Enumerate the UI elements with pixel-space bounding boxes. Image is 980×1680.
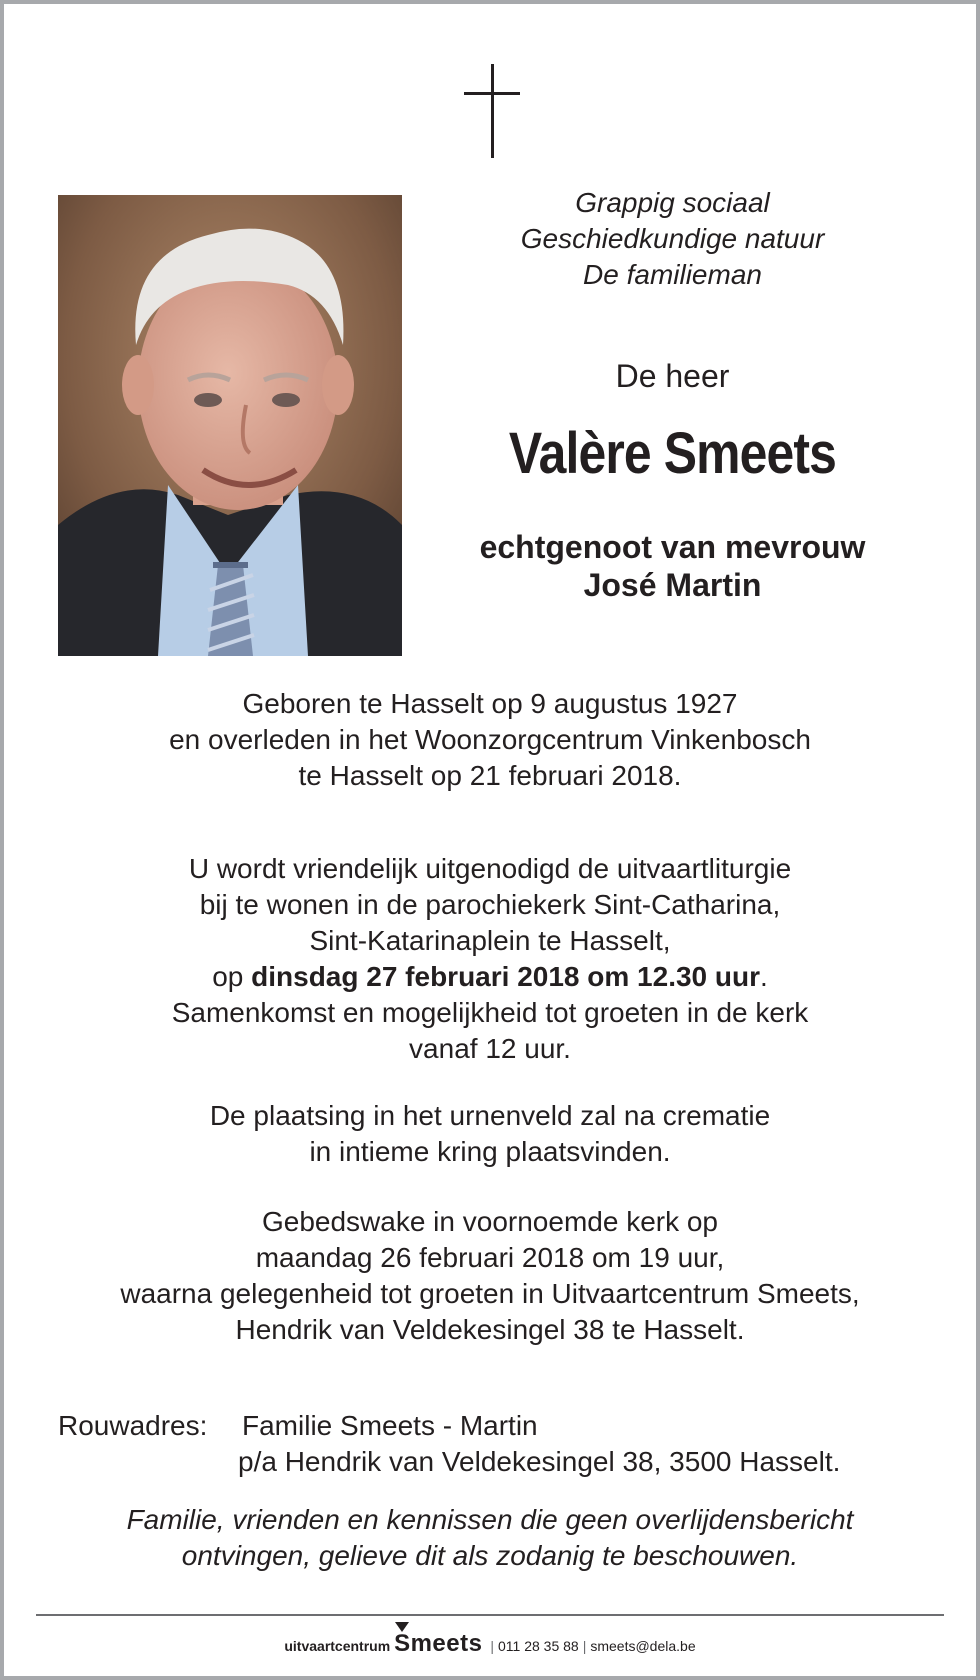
footer-company: uitvaartcentrum bbox=[284, 1638, 391, 1654]
text-line: en overleden in het Woonzorgcentrum Vinkenbosch bbox=[169, 724, 811, 755]
text-line: U wordt vriendelijk uitgenodigd de uitvaartliturgie bbox=[188, 853, 792, 884]
date-suffix: . bbox=[760, 961, 768, 992]
footer-email[interactable]: smeets@dela.be bbox=[590, 1638, 696, 1654]
footer-separator: | bbox=[582, 1638, 587, 1654]
honorific: De heer bbox=[615, 358, 730, 394]
text-line: Geboren te Hasselt op 9 augustus 1927 bbox=[242, 688, 738, 719]
portrait-photo bbox=[58, 195, 402, 656]
notice-paragraph bbox=[40, 1502, 940, 1574]
text-line: vanaf 12 uur. bbox=[409, 1033, 571, 1064]
birth-death-paragraph bbox=[40, 686, 940, 794]
text-line: te Hasselt op 21 februari 2018. bbox=[298, 760, 682, 791]
funeral-date-line bbox=[40, 959, 940, 995]
text-line: Samenkomst en mogelijkheid tot groeten in de kerk bbox=[171, 997, 809, 1028]
text-line: Hendrik van Veldekesingel 38 te Hasselt. bbox=[235, 1314, 745, 1345]
address-street: p/a Hendrik van Veldekesingel 38, 3500 Hasselt. bbox=[238, 1446, 841, 1477]
text-line: Gebedswake in voornoemde kerk op bbox=[261, 1206, 719, 1237]
text-line: ontvingen, gelieve dit als zodanig te beschouwen. bbox=[181, 1540, 799, 1571]
motto-line: Grappig sociaal bbox=[575, 187, 770, 218]
spouse bbox=[430, 528, 915, 604]
funeral-paragraph bbox=[40, 851, 940, 1067]
date-prefix: op bbox=[212, 961, 244, 992]
text-line: Sint-Katarinaplein te Hasselt, bbox=[309, 925, 671, 956]
text-line: maandag 26 februari 2018 om 19 uur, bbox=[255, 1242, 725, 1273]
footer bbox=[0, 1630, 980, 1660]
footer-phone[interactable]: 011 28 35 88 bbox=[497, 1638, 579, 1654]
footer-brand-logo: Smeets bbox=[394, 1630, 483, 1657]
motto-line: De familieman bbox=[583, 259, 762, 290]
address-label: Rouwadres: bbox=[58, 1410, 208, 1441]
text-line: waarna gelegenheid tot groeten in Uitvaartcentrum Smeets, bbox=[120, 1278, 860, 1309]
urn-paragraph bbox=[40, 1098, 940, 1170]
text-line: in intieme kring plaatsvinden. bbox=[309, 1136, 671, 1167]
spouse-relation: echtgenoot van mevrouw bbox=[479, 529, 866, 565]
spouse-name: José Martin bbox=[583, 567, 762, 603]
address-family: Familie Smeets - Martin bbox=[242, 1410, 538, 1441]
footer-divider bbox=[36, 1614, 944, 1616]
deceased-name: Valère Smeets bbox=[508, 421, 837, 486]
mourning-address bbox=[58, 1408, 938, 1480]
text-line: De plaatsing in het urnenveld zal na crematie bbox=[209, 1100, 771, 1131]
motto bbox=[430, 185, 915, 293]
footer-separator: | bbox=[490, 1638, 494, 1654]
funeral-date: dinsdag 27 februari 2018 om 12.30 uur bbox=[251, 961, 761, 992]
text-line: Familie, vrienden en kennissen die geen overlijdensbericht bbox=[126, 1504, 854, 1535]
text-line: bij te wonen in de parochiekerk Sint-Catharina, bbox=[199, 889, 781, 920]
wake-paragraph bbox=[40, 1204, 940, 1348]
motto-line: Geschiedkundige natuur bbox=[520, 223, 825, 254]
